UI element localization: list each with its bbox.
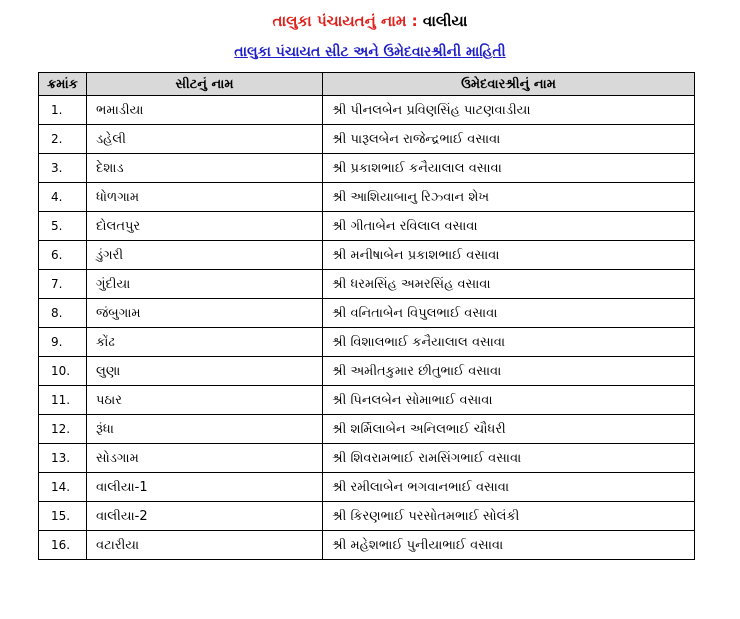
- seat-candidate-table: [38, 72, 695, 560]
- serial-cell: 12.: [39, 415, 87, 444]
- seat-name-cell: ડુંગરી: [87, 241, 323, 270]
- seat-name-cell: દોલતપુર: [87, 212, 323, 241]
- serial-cell: 1.: [39, 96, 87, 125]
- candidate-name-cell: શ્રી આશિયાબાનુ રિઝ્વાન શેખ: [323, 183, 695, 212]
- column-header-seat: સીટનું નામ: [87, 73, 323, 96]
- seat-name-cell: દેશાડ: [87, 154, 323, 183]
- candidate-name-cell: શ્રી શર્મિલાબેન અનિલભાઈ ચૌધરી: [323, 415, 695, 444]
- candidate-name-cell: શ્રી વિશાલભાઈ કનૈયાલાલ વસાવા: [323, 328, 695, 357]
- table-row: [39, 415, 695, 444]
- seat-name-cell: સોડગામ: [87, 444, 323, 473]
- candidate-name-cell: શ્રી ધરમસિંહ અમરસિંહ વસાવા: [323, 270, 695, 299]
- seat-name-cell: કોંઢ: [87, 328, 323, 357]
- table-row: [39, 473, 695, 502]
- serial-cell: 15.: [39, 502, 87, 531]
- serial-cell: 11.: [39, 386, 87, 415]
- candidate-name-cell: શ્રી શિવરામભાઈ રામસિંગભાઈ વસાવા: [323, 444, 695, 473]
- table-row: [39, 357, 695, 386]
- candidate-name-cell: શ્રી પારૂલબેન રાજેન્દ્રભાઈ વસાવા: [323, 125, 695, 154]
- candidate-name-cell: શ્રી અમીતકુમાર છીતુભાઈ વસાવા: [323, 357, 695, 386]
- serial-cell: 14.: [39, 473, 87, 502]
- table-row: [39, 386, 695, 415]
- seat-name-cell: ભમાડીયા: [87, 96, 323, 125]
- serial-cell: 8.: [39, 299, 87, 328]
- table-row: [39, 241, 695, 270]
- serial-cell: 3.: [39, 154, 87, 183]
- candidate-name-cell: શ્રી ગીતાબેન રવિલાલ વસાવા: [323, 212, 695, 241]
- title-value: વાલીયા: [422, 12, 468, 30]
- table-row: [39, 154, 695, 183]
- table-row: [39, 270, 695, 299]
- title-label: તાલુકા પંચાયતનું નામ :: [272, 12, 423, 30]
- page-subtitle: તાલુકા પંચાયત સીટ અને ઉમેદવારશ્રીની માહિતી: [234, 44, 506, 60]
- page-title: [0, 10, 740, 32]
- seat-name-cell: ડહેલી: [87, 125, 323, 154]
- candidate-name-cell: શ્રી મહેશભાઈ પુનીયાભાઈ વસાવા: [323, 531, 695, 560]
- table-row: [39, 502, 695, 531]
- serial-cell: 2.: [39, 125, 87, 154]
- candidate-name-cell: શ્રી વનિતાબેન વિપુલભાઈ વસાવા: [323, 299, 695, 328]
- seat-name-cell: વાલીયા-1: [87, 473, 323, 502]
- table-header-row: [39, 73, 695, 96]
- table-row: [39, 125, 695, 154]
- serial-cell: 6.: [39, 241, 87, 270]
- table-row: [39, 328, 695, 357]
- candidate-name-cell: શ્રી પિનલબેન સોમાભાઈ વસાવા: [323, 386, 695, 415]
- seat-name-cell: રૂંધા: [87, 415, 323, 444]
- candidate-name-cell: શ્રી પ્રકાશભાઈ કનૈયાલાલ વસાવા: [323, 154, 695, 183]
- table-row: [39, 96, 695, 125]
- seat-name-cell: ગુંદીયા: [87, 270, 323, 299]
- serial-cell: 7.: [39, 270, 87, 299]
- seat-name-cell: પઠાર: [87, 386, 323, 415]
- seat-name-cell: વાલીયા-2: [87, 502, 323, 531]
- serial-cell: 4.: [39, 183, 87, 212]
- table-row: [39, 183, 695, 212]
- table-row: [39, 299, 695, 328]
- table-row: [39, 212, 695, 241]
- candidate-name-cell: શ્રી પીનલબેન પ્રવિણસિંહ પાટણવાડીયા: [323, 96, 695, 125]
- serial-cell: 10.: [39, 357, 87, 386]
- candidate-name-cell: શ્રી મનીષાબેન પ્રકાશભાઈ વસાવા: [323, 241, 695, 270]
- serial-cell: 9.: [39, 328, 87, 357]
- seat-name-cell: જંબુગામ: [87, 299, 323, 328]
- seat-name-cell: વટારીયા: [87, 531, 323, 560]
- serial-cell: 13.: [39, 444, 87, 473]
- serial-cell: 16.: [39, 531, 87, 560]
- seat-name-cell: ધોળગામ: [87, 183, 323, 212]
- column-header-candidate: ઉમેદવારશ્રીનું નામ: [323, 73, 695, 96]
- table-row: [39, 444, 695, 473]
- column-header-serial: ક્રમાંક: [39, 73, 87, 96]
- candidate-name-cell: શ્રી રમીલાબેન ભગવાનભાઈ વસાવા: [323, 473, 695, 502]
- table-row: [39, 531, 695, 560]
- seat-name-cell: લુણા: [87, 357, 323, 386]
- candidate-name-cell: શ્રી કિરણભાઈ પરસોતમભાઈ સોલંકી: [323, 502, 695, 531]
- serial-cell: 5.: [39, 212, 87, 241]
